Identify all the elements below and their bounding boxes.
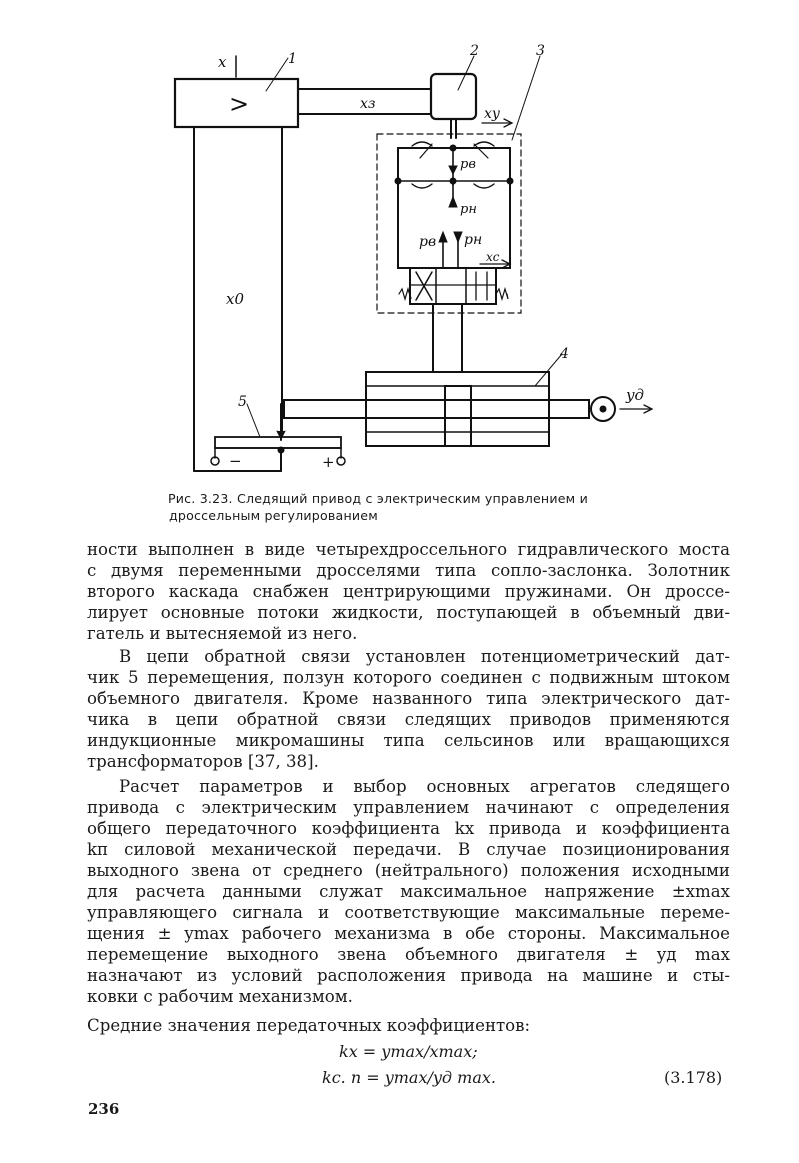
text-line: kп силовой механической передачи. В случае позиционирования (87, 840, 730, 859)
text-line: Средние значения передаточных коэффициентов: (87, 1016, 531, 1035)
formula-ksp: kс. п = ymax/yд max. (322, 1068, 496, 1087)
potentiometer (215, 437, 341, 448)
servo-drive-diagram (0, 0, 799, 520)
label-xc: xс (486, 250, 500, 264)
text-line: общего передаточного коэффициента kх привода и коэффициента (87, 819, 730, 838)
text-line: с двумя переменными дросселями типа сопло-заслонка. Золотник (87, 561, 730, 580)
equation-number: (3.178) (664, 1068, 723, 1087)
text-line: ности выполнен в виде четырехдроссельного гидравлического моста (87, 540, 730, 559)
paragraph-1 (87, 539, 730, 644)
spool-valve (410, 268, 496, 304)
label-pv-top: pв (460, 157, 476, 172)
label-pn-mid: pн (464, 232, 483, 248)
text-line: привода с электрическим управлением начинают с определения (87, 798, 730, 817)
formula-kx: kх = ymax/xmax; (339, 1042, 478, 1061)
text-line: лирует основные потоки жидкости, поступающей в объемный дви- (87, 603, 730, 622)
text-line: для расчета данными служат максимальное напряжение ±xmax (87, 882, 730, 901)
text-line: ковки с рабочим механизмом. (87, 987, 353, 1006)
page-number: 236 (88, 1100, 120, 1118)
label-x-input: x (218, 53, 227, 71)
text-line: Расчет параметров и выбор основных агрегатов следящего (119, 777, 730, 796)
label-n3: 3 (536, 43, 545, 59)
label-pv-mid: pв (419, 234, 437, 250)
label-comparator: > (229, 90, 250, 118)
label-minus: − (229, 452, 242, 470)
text-line: назначают из условий расположения привода на машине и сты- (87, 966, 730, 985)
piston (445, 386, 471, 446)
text-line: управляющего сигнала и соответствующие максимальные переме- (87, 903, 730, 922)
paragraph-4 (87, 1015, 730, 1036)
text-line: щения ± ymax рабочего механизма в обе стороны. Максимальное (87, 924, 730, 943)
text-line: перемещение выходного звена объемного двигателя ± yд max (87, 945, 730, 964)
text-line: индукционные микромашины типа сельсинов или вращающихся (87, 731, 730, 750)
caption-line: дроссельным регулированием (169, 508, 378, 523)
text-line: выходного звена от среднего (нейтрального) положения исходными (87, 861, 730, 880)
label-n2: 2 (470, 43, 479, 59)
caption-line: Рис. 3.23. Следящий привод с электрическим управлением и (168, 491, 588, 506)
label-xy: xу (484, 106, 501, 122)
figure-caption (168, 490, 688, 524)
text-line: чик 5 перемещения, ползун которого соединен с подвижным штоком (87, 668, 730, 687)
hydraulic-cylinder (366, 372, 549, 446)
label-xz: xз (360, 96, 376, 112)
text-line: чика в цепи обратной связи следящих приводов применяются (87, 710, 730, 729)
text-line: гатель и вытесняемой из него. (87, 624, 358, 643)
text-line: трансформаторов [37, 38]. (87, 752, 319, 771)
torque-motor (431, 74, 476, 119)
label-plus: + (322, 453, 335, 471)
text-line: второго каскада снабжен центрирующими пружинами. Он дроссе- (87, 582, 730, 601)
label-n1: 1 (288, 51, 297, 67)
label-x0: x0 (226, 290, 245, 308)
label-yd: yд (626, 386, 644, 404)
text-line: объемного двигателя. Кроме названного типа электрического дат- (87, 689, 730, 708)
piston-rod (284, 400, 589, 418)
label-pn-top: pн (460, 202, 477, 217)
label-n4: 4 (560, 346, 569, 362)
paragraph-2 (87, 646, 730, 772)
text-line: В цепи обратной связи установлен потенциометрический дат- (119, 647, 730, 666)
label-n5: 5 (238, 394, 247, 410)
paragraph-3 (87, 776, 730, 1007)
